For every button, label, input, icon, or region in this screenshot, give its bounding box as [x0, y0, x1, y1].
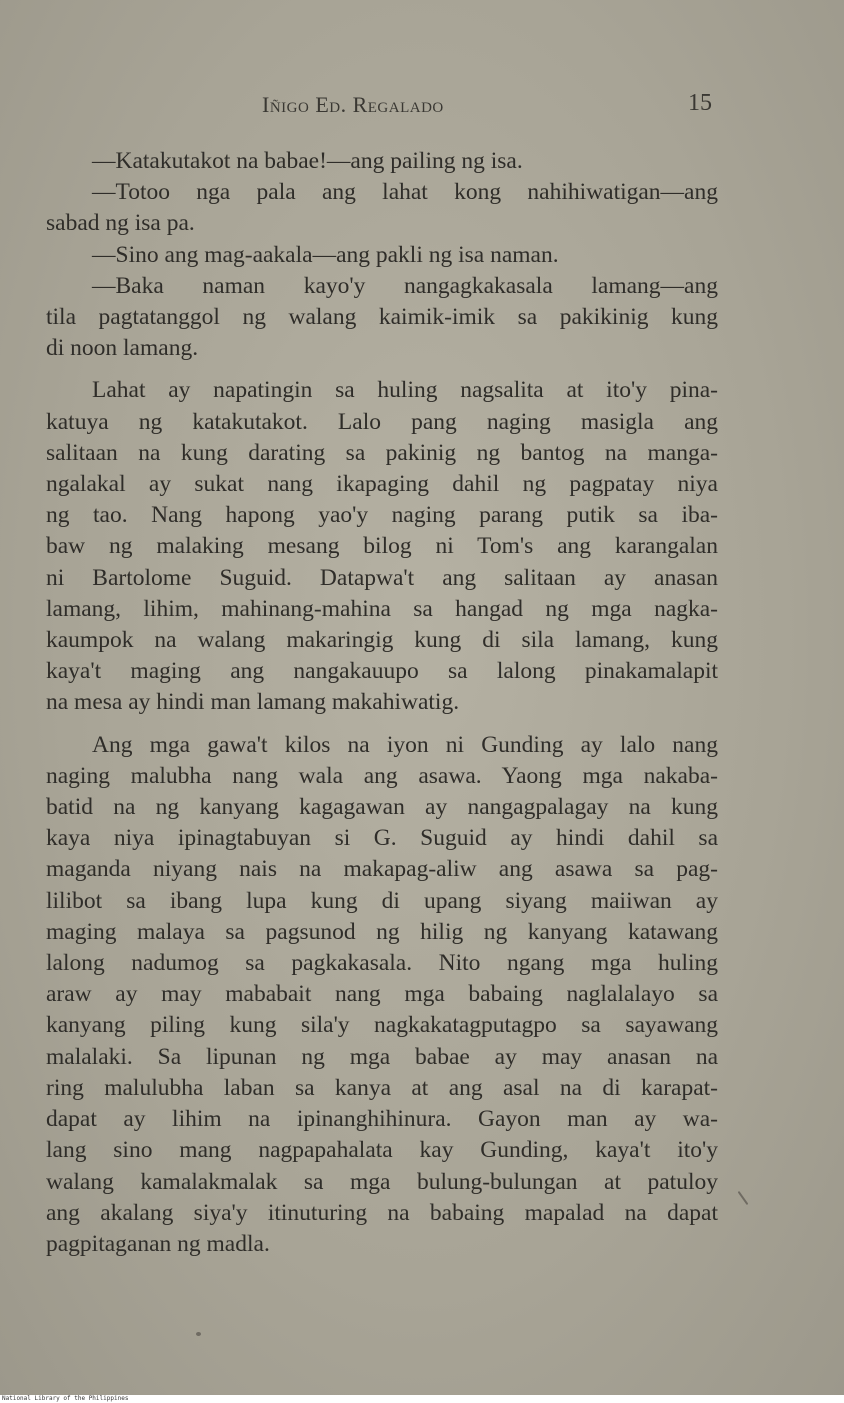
running-title: Iñigo Ed. Regalado: [262, 92, 444, 117]
text-line: lilibot sa ibang lupa kung di upang siyang maiiwan ay: [46, 887, 718, 914]
text-line: ring malulubha laban sa kanya at ang asal na di karapat-: [46, 1074, 718, 1101]
text-line: na mesa ay hindi man lamang makahiwatig.: [46, 689, 460, 716]
text-line: lalong nadumog sa pagkakasala. Nito ngang mga huling: [46, 950, 718, 977]
running-head: [40, 88, 712, 122]
text-line: lamang, lihim, mahinang-mahina sa hangad ng mga nagka-: [46, 595, 718, 622]
paragraph: [46, 375, 718, 718]
text-line: pagpitaganan ng madla.: [46, 1230, 270, 1257]
paragraph: [46, 240, 718, 271]
text-line: Ang mga gawa't kilos na iyon ni Gunding ay lalo nang: [92, 731, 718, 758]
text-line: —Katakutakot na babae!—ang pailing ng isa.: [92, 148, 523, 174]
text-line: —Sino ang mag-aakala—ang pakli ng isa naman.: [92, 241, 559, 268]
body-text: [46, 146, 718, 1260]
text-line: katuya ng katakutakot. Lalo pang naging masigla ang: [46, 408, 718, 435]
text-line: baw ng malaking mesang bilog ni Tom's ang karangalan: [46, 533, 718, 560]
text-line: kaya niya ipinagtabuyan si G. Suguid ay hindi dahil sa: [46, 825, 718, 852]
text-line: —Totoo nga pala ang lahat kong nahihiwatigan—ang: [92, 179, 718, 206]
footer-credit: National Library of the Philippines: [0, 1395, 844, 1403]
text-line: sabad ng isa pa.: [46, 210, 195, 237]
text-line: ang akalang siya'y itinuturing na babaing mapalad na dapat: [46, 1199, 718, 1226]
text-line: ni Bartolome Suguid. Datapwa't ang salitaan ay anasan: [46, 564, 718, 591]
text-line: dapat ay lihim na ipinanghihinura. Gayon man ay wa-: [46, 1106, 718, 1133]
text-line: walang kamalakmalak sa mga bulung-bulungan at patuloy: [46, 1168, 718, 1195]
paper-speck: [738, 1191, 749, 1205]
text-line: —Baka naman kayo'y nangagkakasala lamang—ang: [92, 272, 718, 299]
text-line: naging malubha nang wala ang asawa. Yaong mga nakaba-: [46, 762, 718, 789]
text-line: araw ay may mababait nang mga babaing naglalalayo sa: [46, 981, 718, 1008]
text-line: kaya't maging ang nangakauupo sa lalong pinakamalapit: [46, 658, 718, 685]
paper-speck: [196, 1332, 201, 1336]
text-line: salitaan na kung darating sa pakinig ng bantog na manga-: [46, 439, 718, 466]
paragraph: [46, 730, 718, 1260]
text-line: di noon lamang.: [46, 335, 199, 362]
text-line: batid na ng kanyang kagagawan ay nangagpalagay na kung: [46, 794, 718, 821]
text-line: kanyang piling kung sila'y nagkakatagputagpo sa sayawang: [46, 1012, 718, 1039]
paragraph: [46, 177, 718, 239]
text-line: malalaki. Sa lipunan ng mga babae ay may anasan na: [46, 1043, 718, 1070]
text-line: kaumpok na walang makaringig kung di sila lamang, kung: [46, 627, 718, 654]
text-line: lang sino mang nagpapahalata kay Gunding, kaya't ito'y: [46, 1137, 718, 1164]
text-line: Lahat ay napatingin sa huling nagsalita at ito'y pina-: [92, 377, 718, 404]
page-number: 15: [688, 90, 712, 116]
text-line: ngalakal ay sukat nang ikapaging dahil ng pagpatay niya: [46, 471, 718, 498]
text-line: maging malaya sa pagsunod ng hilig ng kanyang katawang: [46, 918, 718, 945]
paragraph: [46, 271, 718, 365]
text-line: maganda niyang nais na makapag-aliw ang asawa sa pag-: [46, 856, 718, 883]
text-line: tila pagtatanggol ng walang kaimik-imik sa pakikinig kung: [46, 304, 718, 331]
text-line: ng tao. Nang hapong yao'y naging parang putik sa iba-: [46, 502, 718, 529]
paragraph: [46, 146, 718, 177]
